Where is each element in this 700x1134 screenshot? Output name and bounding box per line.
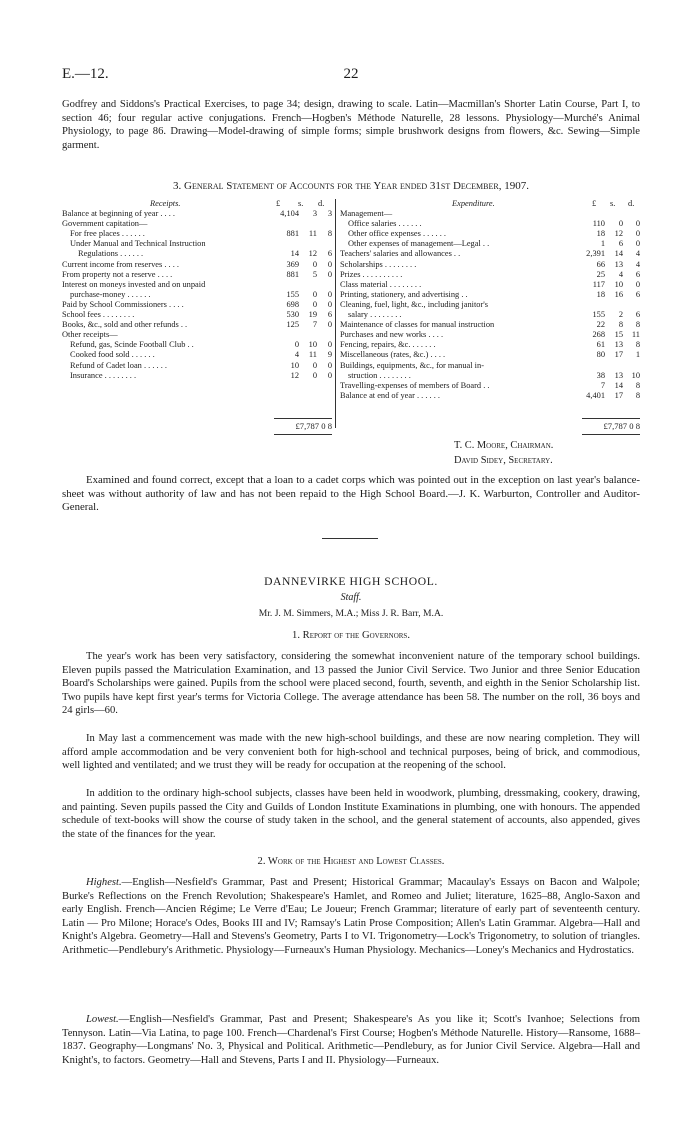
expenditure-row-label: Teachers' salaries and allowances . . — [340, 249, 461, 259]
receipts-row-pence: 9 — [327, 350, 332, 360]
receipts-row-pence: 0 — [327, 320, 332, 330]
expenditure-row-pence: 6 — [635, 310, 640, 320]
receipts-row-pounds: 881 — [286, 229, 299, 239]
receipts-row-label: For free places . . . . . . — [70, 229, 145, 239]
expenditure-row-pounds: 1 — [600, 239, 605, 249]
receipts-row-pence: 8 — [327, 229, 332, 239]
receipts-row-pence: 6 — [327, 249, 332, 259]
expenditure-row-pence: 8 — [635, 320, 640, 330]
expenditure-row-shillings: 17 — [614, 390, 623, 400]
expenditure-row — [340, 340, 640, 350]
receipts-row-label: Other receipts— — [62, 330, 118, 340]
total-rule — [274, 418, 332, 419]
signatory-chairman: T. C. Moore, Chairman. — [454, 440, 554, 451]
receipts-row — [62, 280, 332, 290]
expenditure-row-shillings: 4 — [618, 269, 623, 279]
expenditure-row — [340, 229, 640, 239]
staff-heading — [62, 592, 640, 603]
pounds-header: £ — [276, 199, 281, 208]
expenditure-row-shillings: 10 — [614, 279, 623, 289]
section-divider — [322, 538, 378, 539]
receipts-row-pence: 0 — [327, 259, 332, 269]
receipts-row — [62, 310, 332, 320]
receipts-row-shillings: 3 — [312, 209, 317, 219]
receipts-row — [62, 290, 332, 300]
receipts-row-label: Government capitation— — [62, 219, 148, 229]
accounts-table — [62, 199, 640, 435]
expenditure-row-label: Miscellaneous (rates, &c.) . . . . — [340, 350, 446, 360]
receipts-heading: Receipts. — [150, 199, 181, 208]
expenditure-row-pence: 8 — [635, 340, 640, 350]
receipts-total-amount: £7,787 0 8 — [295, 421, 332, 431]
lowest-class-paragraph — [62, 1013, 640, 1067]
expenditure-row — [340, 391, 640, 401]
receipts-row — [62, 229, 332, 239]
receipts-row-label: Balance at beginning of year . . . . — [62, 209, 176, 219]
highest-label: Highest. — [86, 877, 122, 888]
receipts-row — [62, 361, 332, 371]
expenditure-row-pence: 6 — [635, 289, 640, 299]
shillings-header: s. — [298, 199, 304, 208]
report-paragraph-1: The year's work has been very satisfactory, considering the somewhat inconvenient nature of the temporary school buildings. Eleven pupils passed the Matriculation Examination, and 13 passed the Junior Civil Service. Two Junior and three Senior Education Board's Scholarships were gained. Pupils from the school were placed second, fourth, seventh, and eighth in the Senior Scholarship list. Two pupils have kept first year's terms for Victoria College. The average attendance has been 58. The number on the roll, 36 boys and 24 girls—60. — [62, 651, 640, 717]
receipts-row-shillings: 0 — [312, 360, 317, 370]
receipts-row-shillings: 12 — [308, 249, 317, 259]
expenditure-row-pounds: 4,401 — [586, 390, 605, 400]
expenditure-row-label: Office salaries . . . . . . — [348, 219, 422, 229]
expenditure-row-pence: 4 — [635, 249, 640, 259]
expenditure-row — [340, 270, 640, 280]
expenditure-column — [340, 199, 640, 401]
expenditure-row — [340, 260, 640, 270]
expenditure-row-pounds: 80 — [596, 350, 605, 360]
shillings-header: s. — [610, 199, 616, 208]
total-rule — [582, 434, 640, 435]
expenditure-row-label: Balance at end of year . . . . . . — [340, 390, 440, 400]
receipts-row-pounds: 10 — [290, 360, 299, 370]
expenditure-row-pounds: 38 — [596, 370, 605, 380]
receipts-row — [62, 270, 332, 280]
expenditure-row-label: Management— — [340, 209, 393, 219]
receipts-row-shillings: 5 — [312, 269, 317, 279]
expenditure-row-pounds: 7 — [600, 380, 605, 390]
page-number: 22 — [343, 66, 359, 82]
expenditure-row-pounds: 25 — [596, 269, 605, 279]
report-code: E.—12. — [62, 66, 109, 82]
expenditure-row-label: Fencing, repairs, &c. . . . . . . — [340, 340, 436, 350]
expenditure-row-shillings: 0 — [618, 219, 623, 229]
expenditure-row — [340, 239, 640, 249]
receipts-total — [274, 418, 332, 438]
expenditure-row-label: salary . . . . . . . . — [348, 310, 402, 320]
expenditure-row-pounds: 22 — [596, 320, 605, 330]
expenditure-row-pence: 4 — [635, 259, 640, 269]
receipts-row — [62, 260, 332, 270]
expenditure-row-pounds: 268 — [592, 330, 605, 340]
expenditure-row-shillings: 12 — [614, 229, 623, 239]
receipts-row-pence: 6 — [327, 310, 332, 320]
expenditure-row-label: Maintenance of classes for manual instruction — [340, 320, 495, 330]
expenditure-row-label: Other expenses of management—Legal . . — [348, 239, 490, 249]
receipts-row-label: Refund, gas, Scinde Football Club . . — [70, 340, 194, 350]
total-rule — [274, 434, 332, 435]
expenditure-row-pounds: 155 — [592, 310, 605, 320]
receipts-row-label: purchase-money . . . . . . — [70, 289, 151, 299]
staff-heading-text: Staff. — [340, 592, 362, 603]
receipts-row-pence: 0 — [327, 269, 332, 279]
expenditure-row-shillings: 17 — [614, 350, 623, 360]
expenditure-row — [340, 320, 640, 330]
expenditure-row-label: Travelling-expenses of members of Board . . — [340, 380, 490, 390]
receipts-row-label: From property not a reserve . . . . — [62, 269, 173, 279]
expenditure-row-shillings: 14 — [614, 249, 623, 259]
receipts-row — [62, 219, 332, 229]
receipts-row-shillings: 11 — [308, 229, 317, 239]
expenditure-row-shillings: 6 — [618, 239, 623, 249]
receipts-row — [62, 320, 332, 330]
expenditure-row-pounds: 18 — [596, 289, 605, 299]
expenditure-heading: Expenditure. — [452, 199, 495, 208]
receipts-row-shillings: 0 — [312, 299, 317, 309]
expenditure-row-label: Printing, stationery, and advertising . . — [340, 289, 468, 299]
receipts-row-label: Insurance . . . . . . . . — [70, 370, 137, 380]
receipts-row — [62, 249, 332, 259]
expenditure-row-pence: 8 — [635, 390, 640, 400]
expenditure-row-label: Prizes . . . . . . . . . . — [340, 269, 403, 279]
expenditure-total — [582, 418, 640, 438]
receipts-row-pounds: 4,104 — [280, 209, 299, 219]
receipts-row-shillings: 19 — [308, 310, 317, 320]
expenditure-row — [340, 350, 640, 360]
receipts-row — [62, 300, 332, 310]
receipts-row-pence: 0 — [327, 289, 332, 299]
expenditure-row — [340, 249, 640, 259]
classes-work-heading: 2. Work of the Highest and Lowest Classes. — [257, 856, 445, 867]
expenditure-row-pounds: 2,391 — [586, 249, 605, 259]
report-paragraph-3: In addition to the ordinary high-school subjects, classes have been held in woodwork, plumbing, dressmaking, cookery, drawing, and painting. Seven pupils passed the City and Guilds of London Institute Examinations in plumbing, one with honours. The appended schedule of text-books will show the course of study taken in the school, and the general statement of accounts, also appended, gives the state of the finances for the year. — [62, 788, 640, 840]
receipts-row-label: Cooked food sold . . . . . . — [70, 350, 155, 360]
receipts-row-pounds: 881 — [286, 269, 299, 279]
receipts-row-pounds: 369 — [286, 259, 299, 269]
receipts-row-label: Current income from reserves . . . . — [62, 259, 179, 269]
expenditure-row-pounds: 117 — [592, 279, 605, 289]
receipts-row-shillings: 0 — [312, 259, 317, 269]
expenditure-row — [340, 290, 640, 300]
expenditure-row-pounds: 66 — [596, 259, 605, 269]
receipts-row-pounds: 698 — [286, 299, 299, 309]
receipts-row-pounds: 125 — [286, 320, 299, 330]
receipts-row — [62, 371, 332, 381]
expenditure-row — [340, 361, 640, 371]
receipts-header — [62, 199, 332, 209]
expenditure-row-pounds: 61 — [596, 340, 605, 350]
receipts-row-pence: 0 — [327, 370, 332, 380]
receipts-row-shillings: 10 — [308, 340, 317, 350]
expenditure-row-pounds: 18 — [596, 229, 605, 239]
receipts-row-label: Paid by School Commissioners . . . . — [62, 299, 184, 309]
expenditure-row-shillings: 13 — [614, 370, 623, 380]
audit-note: Examined and found correct, except that a loan to a cadet corps which was pointed out in the exception on last year's balance-sheet was without authority of law and has not been repaid to the High School Board.—J. K. Warburton, Controller and Auditor-General. — [62, 474, 640, 514]
receipts-row-shillings: 0 — [312, 289, 317, 299]
highest-class-paragraph — [62, 876, 640, 958]
expenditure-row — [340, 310, 640, 320]
expenditure-row — [340, 209, 640, 219]
expenditure-row-pence: 0 — [635, 279, 640, 289]
expenditure-row-shillings: 13 — [614, 340, 623, 350]
receipts-row-pence: 0 — [327, 360, 332, 370]
expenditure-row-pence: 0 — [635, 239, 640, 249]
lowest-label: Lowest. — [86, 1014, 119, 1025]
expenditure-row-label: Cleaning, fuel, light, &c., including janitor's — [340, 299, 489, 309]
expenditure-row-pence: 10 — [631, 370, 640, 380]
expenditure-row-pence: 0 — [635, 219, 640, 229]
expenditure-row-label: Other office expenses . . . . . . — [348, 229, 446, 239]
expenditure-row-pence: 8 — [635, 380, 640, 390]
expenditure-row-pence: 1 — [635, 350, 640, 360]
expenditure-row-pounds: 110 — [592, 219, 605, 229]
lowest-text: —English—Nesfield's Grammar, Past and Present; Shakespeare's As you like it; Scott's Ivanhoe; Selections from Tennyson. Latin—Via Latina, to page 100. French—Chardenal's First Course; Hogben's Méthode Naturelle. History—Ransome, 1688–1837. Geography—Longmans' No. 3, Physical and Political. Arithmetic—Pendlebury, as for Junior Civil Service. Algebra—Hall and Knight's, to factors. Geometry—Hall and Stevens, Parts I and II. Physiology—Furneaux. — [62, 1014, 640, 1066]
receipts-row-pence: 0 — [327, 340, 332, 350]
receipts-row-label: School fees . . . . . . . . — [62, 310, 135, 320]
receipts-row-pounds: 155 — [286, 289, 299, 299]
receipts-row — [62, 239, 332, 249]
receipts-column — [62, 199, 332, 381]
report-paragraph-2: In May last a commencement was made with the new high-school buildings, and these are now nearing completion. They will afford ample accommodation and be very convenient both for high-school and technical purposes, being of brick, and commodious, well lighted and ventilated; and we trust they will be ready for occupation at the reopening of the school. — [62, 733, 640, 772]
receipts-row-pence: 3 — [327, 209, 332, 219]
receipts-row-pounds: 530 — [286, 310, 299, 320]
receipts-row-label: Under Manual and Technical Instruction — [70, 239, 206, 249]
receipts-row-shillings: 11 — [308, 350, 317, 360]
accounts-title: 3. General Statement of Accounts for the Year ended 31st December, 1907. — [173, 180, 529, 192]
expenditure-row-pence: 0 — [635, 229, 640, 239]
page-header — [62, 66, 640, 84]
expenditure-row-shillings: 15 — [614, 330, 623, 340]
receipts-row — [62, 350, 332, 360]
receipts-row-label: Refund of Cadet loan . . . . . . — [70, 360, 167, 370]
receipts-row-pounds: 4 — [294, 350, 299, 360]
receipts-row-label: Regulations . . . . . . — [78, 249, 144, 259]
receipts-row-pence: 0 — [327, 299, 332, 309]
highest-text: —English—Nesfield's Grammar, Past and Present; Historical Grammar; Macaulay's Essays on Bacon and Walpole; Burke's Reflections on the French Revolution; Shakespeare's Hamlet, and Romeo and Juliet; literature, 1625–88, Anglo-Saxon and early English. French—Ancien Régime; Le Verre d'Eau; Le Joueur; French Grammar; literature of early part of seventeenth century. Latin — Pro Milone; Horace's Odes, Books III and IV; Ramsay's Latin Prose Composition; Allen's Latin Grammar. Algebra—Hall and Knight's Algebra. Geometry—Hall and Stevens's Geometry, Parts I to VI. Trigonometry—Lock's Trigonometry, to solution of triangles. Arithmetic—Pendlebury's Arithmetic. Physiology—Furneaux's Human Physiology. Mechanics—Loney's Mechanics and Hydrostatics. — [62, 877, 640, 956]
pence-header: d. — [318, 199, 325, 208]
school-name: DANNEVIRKE HIGH SCHOOL. — [264, 575, 438, 588]
receipts-row-shillings: 7 — [312, 320, 317, 330]
expenditure-row — [340, 371, 640, 381]
expenditure-header — [340, 199, 640, 209]
expenditure-row-shillings: 2 — [618, 310, 623, 320]
expenditure-row-pence: 6 — [635, 269, 640, 279]
intro-paragraph: Godfrey and Siddons's Practical Exercises, to page 34; design, drawing to scale. Latin—Macmillan's Shorter Latin Course, Part I, to section 46; four regular active conjugations. French—Hogben's Méthode Naturelle, 28 lessons. Physiology—Murché's Animal Physiology, to page 86. Drawing—Model-drawing of simple forms; simple brushwork designs from flowers, &c. Sewing—Simple garment. — [62, 99, 640, 151]
expenditure-row — [340, 381, 640, 391]
expenditure-row-shillings: 16 — [614, 289, 623, 299]
expenditure-row-label: struction . . . . . . . . — [348, 370, 411, 380]
receipts-row-pounds: 12 — [290, 370, 299, 380]
pounds-header: £ — [592, 199, 597, 208]
expenditure-row-pence: 11 — [631, 330, 640, 340]
expenditure-row-label: Purchases and new works . . . . — [340, 330, 444, 340]
receipts-row-label: Books, &c., sold and other refunds . . — [62, 320, 188, 330]
expenditure-row — [340, 280, 640, 290]
staff-list: Mr. J. M. Simmers, M.A.; Miss J. R. Barr, M.A. — [258, 608, 444, 619]
total-rule — [582, 418, 640, 419]
receipts-row-pounds: 0 — [294, 340, 299, 350]
expenditure-row — [340, 330, 640, 340]
expenditure-row-label: Class material . . . . . . . . — [340, 279, 422, 289]
expenditure-row — [340, 219, 640, 229]
expenditure-row-shillings: 13 — [614, 259, 623, 269]
pence-header: d. — [628, 199, 635, 208]
receipts-row-label: Interest on moneys invested and on unpaid — [62, 279, 206, 289]
expenditure-row-label: Scholarships . . . . . . . . — [340, 259, 417, 269]
expenditure-row-label: Buildings, equipments, &c., for manual in- — [340, 360, 484, 370]
expenditure-total-amount: £7,787 0 8 — [603, 421, 640, 431]
receipts-row — [62, 209, 332, 219]
receipts-row-pounds: 14 — [290, 249, 299, 259]
signatory-secretary: David Sidey, Secretary. — [454, 455, 553, 466]
expenditure-row — [340, 300, 640, 310]
receipts-row — [62, 330, 332, 340]
expenditure-row-shillings: 8 — [618, 320, 623, 330]
expenditure-row-shillings: 14 — [614, 380, 623, 390]
receipts-row-shillings: 0 — [312, 370, 317, 380]
receipts-row — [62, 340, 332, 350]
governors-report-heading: 1. Report of the Governors. — [292, 630, 410, 641]
column-divider — [335, 199, 336, 428]
